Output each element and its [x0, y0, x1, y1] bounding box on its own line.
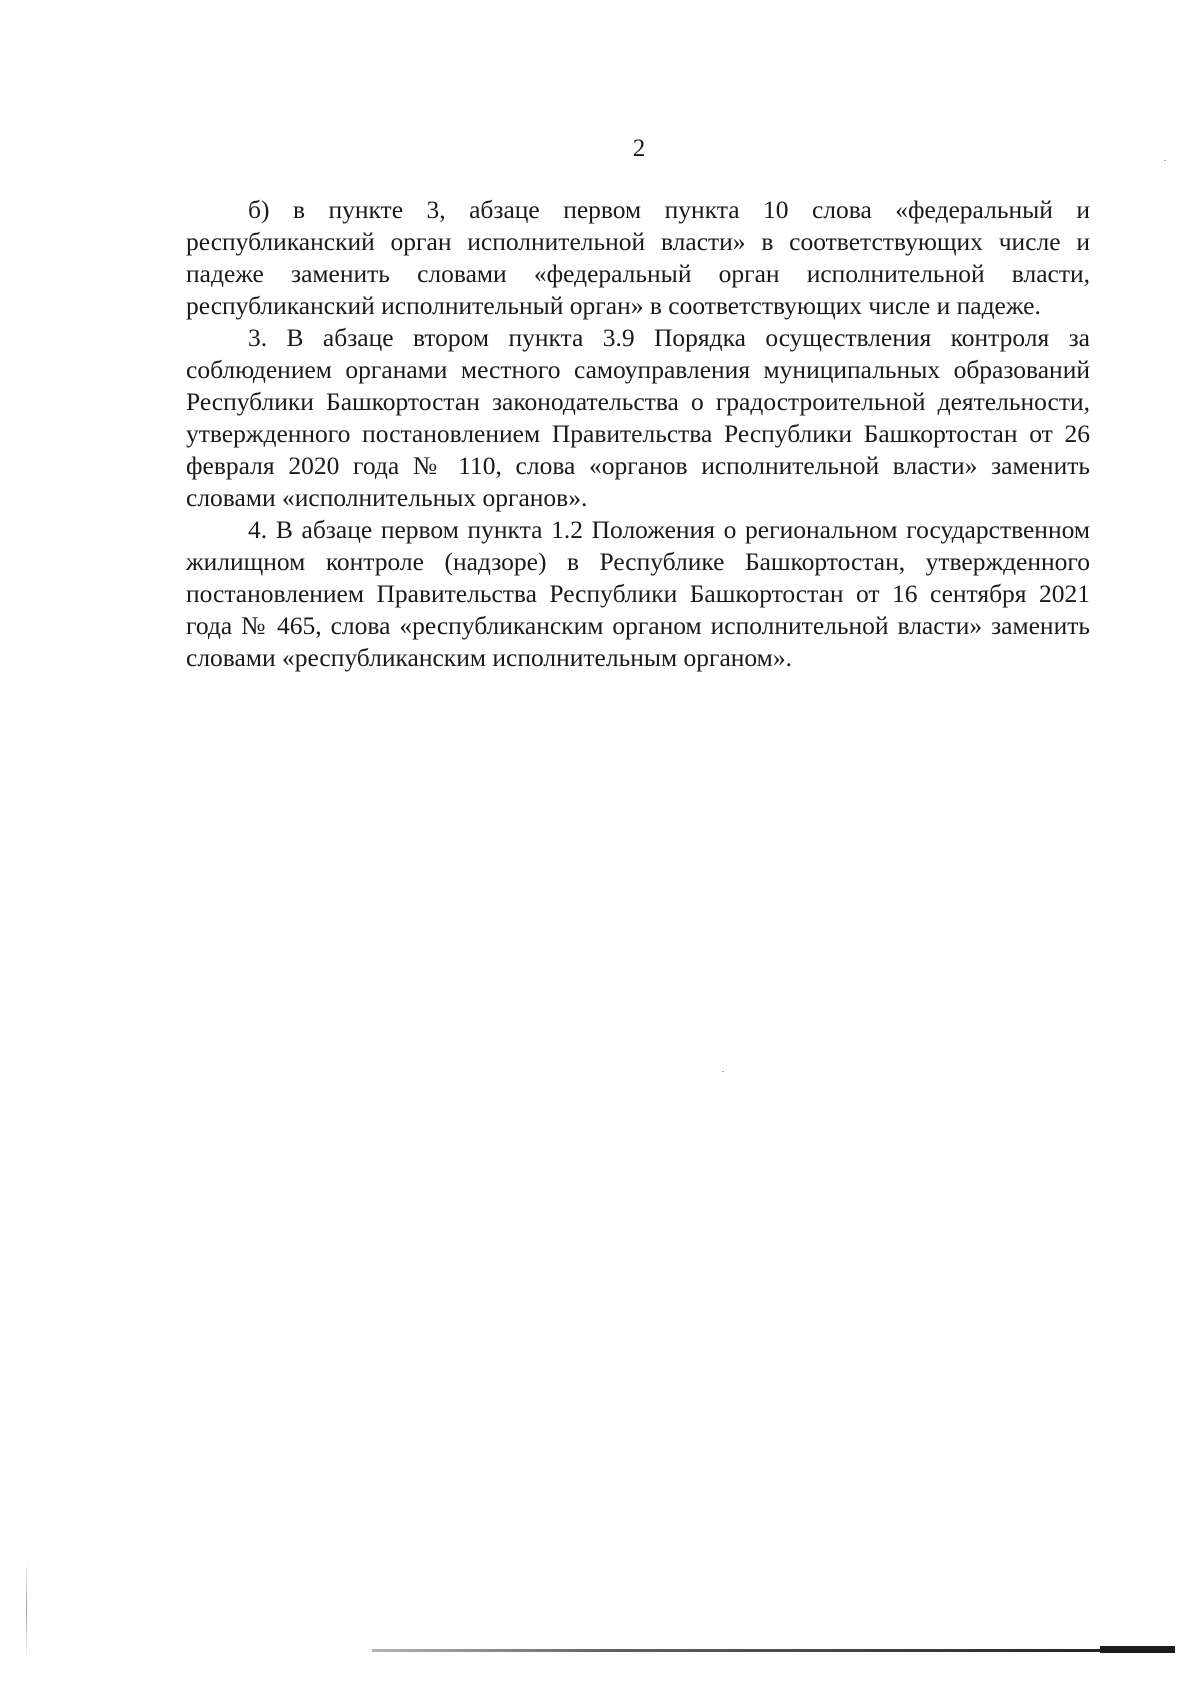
scan-edge-mark: [26, 1560, 27, 1660]
scan-bottom-line: [372, 1649, 1172, 1652]
scan-speck: [722, 1071, 724, 1072]
page-number: 2: [632, 135, 646, 162]
paragraph-item-3: 3. В абзаце втором пункта 3.9 Порядка осуществления контроля за соблюдением органами местного самоуправления муниципальных образований Республики Башкортостан законодательства о градостроительной деятельности, утвержденного постановлением Правительства Республики Башкортостан от 26 февраля 2020 года № 110, слова «органов исполнительной власти» заменить словами «исполнительных органов».: [186, 323, 1090, 512]
scan-speck: [1164, 160, 1166, 161]
paragraph-item-4: 4. В абзаце первом пункта 1.2 Положения о региональном государственном жилищном контроле (надзоре) в Республике Башкортостан, утвержденного постановлением Правительства Республики Башкортостан от 16 сентября 2021 года № 465, слова «республиканским органом исполнительной власти» заменить словами «республиканским исполнительным органом».: [186, 515, 1090, 672]
document-body: [186, 194, 1090, 674]
scan-bottom-line-end: [1100, 1646, 1175, 1653]
paragraph-subitem-b: б) в пункте 3, абзаце первом пункта 10 слова «федеральный и республиканский орган исполнительной власти» в соответствующих числе и падеже заменить словами «федеральный орган исполнительной власти, республиканский исполнительный орган» в соответствующих числе и падеже.: [186, 195, 1090, 320]
